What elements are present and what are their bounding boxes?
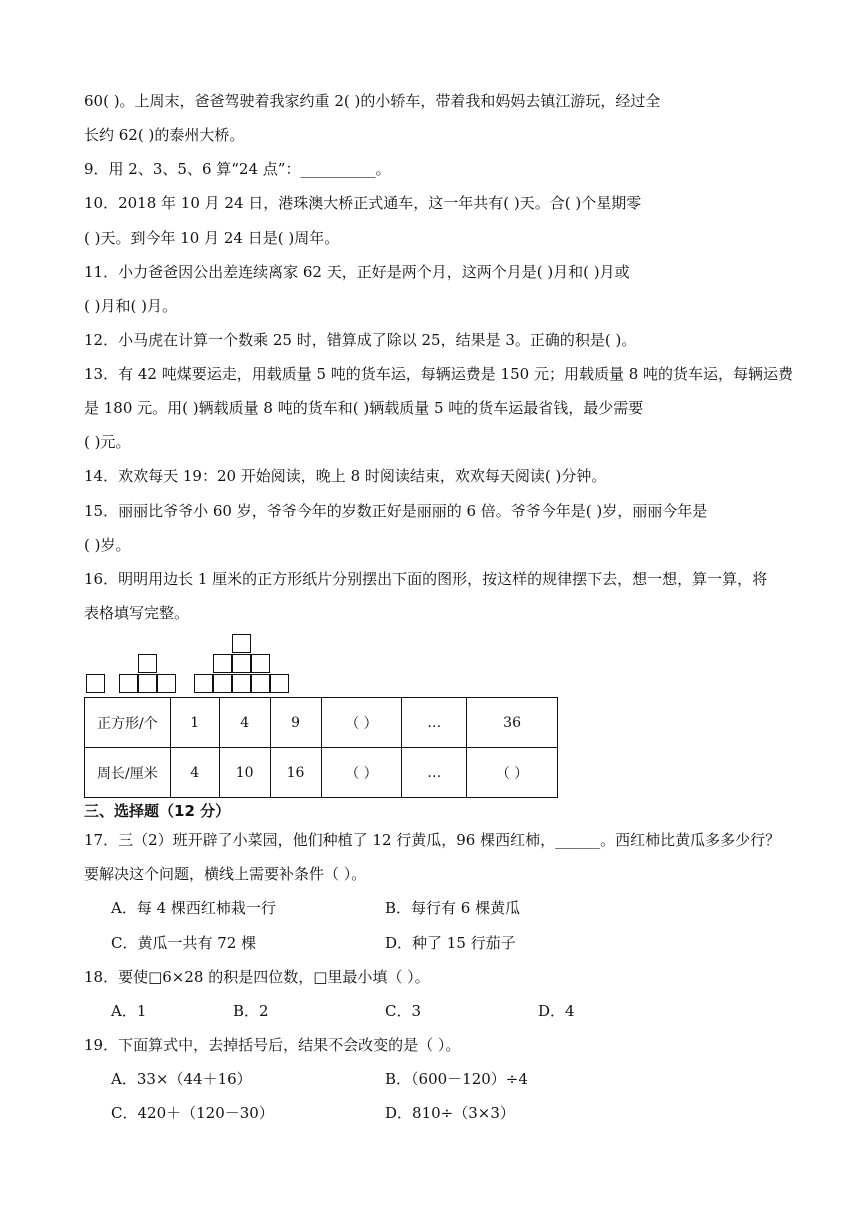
option-d: D．810÷（3×3） [385, 1104, 515, 1122]
table-cell: 36 [467, 698, 558, 748]
square [270, 674, 289, 693]
square [232, 674, 251, 693]
square [138, 674, 157, 693]
table-row [85, 748, 558, 798]
option-c: C．黄瓜一共有 72 棵 [111, 934, 257, 952]
question-14: 14．欢欢每天 19：20 开始阅读，晚上 8 时阅读结束，欢欢每天阅读( )分钟。 [84, 467, 607, 485]
text-line: 是 180 元。用( )辆载质量 8 吨的货车和( )辆载质量 5 吨的货车运最省钱，最少需要 [84, 399, 644, 417]
table-cell: … [402, 748, 467, 798]
question-13: 13．有 42 吨煤要运走，用载质量 5 吨的货车运，每辆运费是 150 元；用载质量 8 吨的货车运，每辆运费 [84, 365, 794, 383]
table-cell-blank: （ ） [467, 748, 558, 798]
text-line: ( )月和( )月。 [84, 297, 177, 315]
square [86, 674, 105, 693]
question-10: 10．2018 年 10 月 24 日，港珠澳大桥正式通车，这一年共有( )天。合( )个星期零 [84, 194, 642, 212]
text-line: ( )元。 [84, 433, 131, 451]
table-cell-header: 正方形/个 [85, 698, 171, 748]
table-cell: 10 [219, 748, 270, 798]
square [194, 674, 213, 693]
question-17: 17．三（2）班开辟了小菜园，他们种植了 12 行黄瓜，96 棵西红柿，______。西红柿比黄瓜多多少行？ [84, 831, 781, 849]
square [213, 674, 232, 693]
option-a: A．每 4 棵西红柿栽一行 [111, 899, 276, 917]
text-line: 60( )。上周末，爸爸驾驶着我家约重 2( )的小轿车，带着我和妈妈去镇江游玩，经过全 [84, 92, 661, 110]
option-a: A．1 [111, 1002, 147, 1020]
table-cell-blank: （ ） [321, 698, 402, 748]
square [232, 634, 251, 653]
text-line: ( )天。到今年 10 月 24 日是( )周年。 [84, 229, 340, 247]
option-d: D．种了 15 行茄子 [385, 934, 516, 952]
question-12: 12．小马虎在计算一个数乘 25 时，错算成了除以 25，结果是 3。正确的积是( )。 [84, 331, 637, 349]
square [213, 654, 232, 673]
option-c: C．3 [385, 1002, 422, 1020]
option-b: B．2 [233, 1002, 269, 1020]
text-line: 要解决这个问题，横线上需要补条件（ ）。 [84, 865, 367, 883]
option-c: C．420＋（120－30） [111, 1104, 274, 1122]
pattern-table [84, 697, 558, 798]
square [119, 674, 138, 693]
square-pattern-figure [84, 632, 304, 694]
square [138, 654, 157, 673]
square [251, 674, 270, 693]
question-19: 19．下面算式中，去掉括号后，结果不会改变的是（ ）。 [84, 1036, 461, 1054]
question-16: 16．明明用边长 1 厘米的正方形纸片分别摆出下面的图形，按这样的规律摆下去，想一想，算一算，将 [84, 570, 768, 588]
question-18: 18．要使□6×28 的积是四位数，□里最小填（ ）。 [84, 968, 430, 986]
option-b: B．每行有 6 棵黄瓜 [385, 899, 521, 917]
table-cell-blank: （ ） [321, 748, 402, 798]
text-line: 表格填写完整。 [84, 604, 190, 622]
table-cell-header: 周长/厘米 [85, 748, 171, 798]
question-11: 11．小力爸爸因公出差连续离家 62 天，正好是两个月，这两个月是( )月和( )月或 [84, 263, 630, 281]
table-cell: 16 [270, 748, 321, 798]
table-cell: 9 [270, 698, 321, 748]
section-title: 三、选择题（12 分） [84, 802, 231, 820]
table-cell: 4 [170, 748, 219, 798]
option-d: D．4 [538, 1002, 575, 1020]
table-cell: … [402, 698, 467, 748]
table-row [85, 698, 558, 748]
table-cell: 4 [219, 698, 270, 748]
square [251, 654, 270, 673]
square [157, 674, 176, 693]
option-a: A．33×（44＋16） [111, 1070, 252, 1088]
text-line: ( )岁。 [84, 536, 131, 554]
table-cell: 1 [170, 698, 219, 748]
square [232, 654, 251, 673]
text-line: 长约 62( )的泰州大桥。 [84, 126, 245, 144]
option-b: B．（600－120）÷4 [385, 1070, 528, 1088]
question-9: 9．用 2、3、5、6 算“24 点”：__________。 [84, 160, 391, 178]
question-15: 15．丽丽比爷爷小 60 岁，爷爷今年的岁数正好是丽丽的 6 倍。爷爷今年是( )岁，丽丽今年是 [84, 502, 708, 520]
